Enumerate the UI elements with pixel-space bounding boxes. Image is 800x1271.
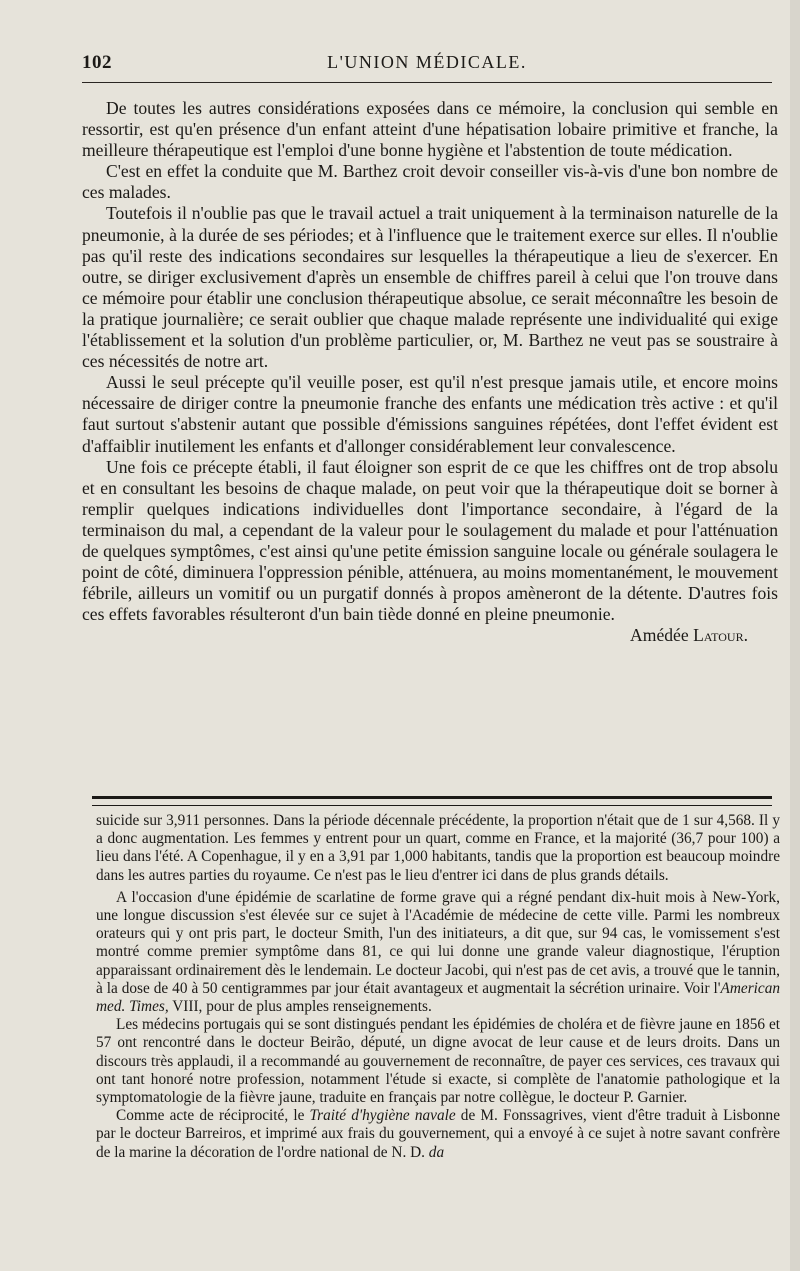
chronicle-paragraph: Les médecins portugais qui se sont distingués pendant les épidémies de choléra et de fièvre jaune en 1856 et 57 ont rencontré dans le docteur Beirão, député, un digne avocat de leur cause et de leurs droits. Dans un discours très applaudi, il a recommandé au gouvernement de reconnaître, de payer ces services, ces travaux qui ont tant honoré notre profession, notamment l'étude si exacte, si complète de l'anatomie pathologique et la symptomatologie de la fièvre jaune, traduite en français par notre collègue, le docteur P. Garnier. xyxy=(96,1016,780,1107)
author-first-name: Amédée xyxy=(630,625,694,646)
chronicle-section xyxy=(96,812,780,1162)
journal-title: American med. Times, xyxy=(96,979,780,1016)
article-paragraph: Aussi le seul précepte qu'il veuille poser, est qu'il n'est presque jamais utile, et encore moins nécessaire de diriger contre la pneumonie franche des enfants une médication très active : et qu'il faut surtout s'abstenir autant que possible d'émissions sanguines répétées, dont l'effet évident est d'affaiblir inutilement les enfants et d'allonger considérablement leur convalescence. xyxy=(82,372,778,456)
article-paragraph: C'est en effet la conduite que M. Barthez croit devoir conseiller vis-à-vis d'une bon nombre de ces malades. xyxy=(82,161,778,203)
chronicle-text: A l'occasion d'une épidémie de scarlatine de forme grave qui a régné pendant dix-huit mois à New-York, une longue discussion s'est élevée sur ce sujet à l'Académie de médecine de cette ville. Parmi les nombreux orateurs qui y ont pris part, le docteur Smith, l'un des initiateurs, a dit que, sur 94 cas, le vomissement s'est montré comme premier symptôme dans 81, ce qui lui donne une grande valeur diagnostique, l'éruption apparaissant ordinairement dès le lendemain. Le docteur Jacobi, qui n'est pas de cet avis, a trouvé que le tannin, à la dose de 40 à 50 centigrammes par jour était avantageux et augmentait la sécrétion urinaire. Voir l' xyxy=(96,888,780,997)
chronicle-text: de M. Fonssagrives, vient d'être traduit à Lisbonne par le docteur Barreiros, et imprimé aux frais du gouvernement, qui a envoyé à ce sujet à notre savant confrère de la marine la décoration de l'ordre national de N. D. xyxy=(96,1107,780,1161)
chronicle-paragraph xyxy=(96,889,780,1016)
chronicle-text: VIII, pour de plus amples renseignements. xyxy=(168,998,432,1016)
author-signature xyxy=(82,625,778,646)
chronicle-paragraph: suicide sur 3,911 personnes. Dans la période décennale précédente, la proportion n'était que de 1 sur 4,568. Il y a donc augmentation. Les femmes y entrent pour un quart, comme en France, et la majorité (36,7 pour 100) a lieu dans l'été. A Copenhague, il y en a 3,91 par 1,000 habitants, tandis que la proportion est beaucoup moindre dans les autres parties du royaume. Ce n'est pas le lieu d'entrer ici dans de plus grands détails. xyxy=(96,812,780,884)
chronicle-text: Comme acte de réciprocité, le xyxy=(116,1107,310,1125)
page-number: 102 xyxy=(82,52,112,73)
page-header xyxy=(82,52,772,76)
running-head: L'UNION MÉDICALE. xyxy=(327,52,527,72)
article-paragraph: De toutes les autres considérations exposées dans ce mémoire, la conclusion qui semble en ressortir, est qu'en présence d'un enfant atteint d'une hépatisation lobaire primitive et franche, la meilleure thérapeutique est l'emploi d'une bonne hygiène et l'abstention de toute médication. xyxy=(82,98,778,161)
article-paragraph: Toutefois il n'oublie pas que le travail actuel a trait uniquement à la terminaison naturelle de la pneumonie, à la durée de ses périodes; et à l'influence que le traitement exerce sur elles. Il n'oublie pas qu'il reste des indications secondaires sur lesquelles la thérapeutique a lieu de s'exercer. En outre, se diriger exclusivement d'après un ensemble de chiffres pareil à celui que l'on trouve dans ce mémoire pour établir une conclusion thérapeutique absolue, ce serait méconnaître les besoin de la pratique journalière; ce serait oublier que chaque malade représente une individualité qui exige l'établissement et la solution d'un problème particulier, or, M. Barthez ne veut pas se soustraire à ces nécessités de notre art. xyxy=(82,203,778,372)
chronicle-tail: da xyxy=(428,1143,445,1161)
article-paragraph: Une fois ce précepte établi, il faut éloigner son esprit de ce que les chiffres ont de trop absolu et en consultant les besoins de chaque malade, on peut voir que la thérapeutique doit se borner à remplir quelques indications individuelles dont l'importance secondaire, à l'égard de la terminaison du mal, a cependant de la valeur pour le soulagement du malade et pour l'atténuation de quelques symptômes, c'est ainsi qu'une petite émission sanguine locale ou générale soulagera le point de côté, diminuera l'oppression pénible, atténuera, au moins momentanément, le mouvement fébrile, ailleurs un vomitif ou un purgatif donnés à propos amèneront de la détente. D'autres fois ces effets favorables résulteront d'un bain tiède donné en pleine pneumonie. xyxy=(82,456,778,625)
header-rule xyxy=(82,82,772,83)
article-body xyxy=(82,98,778,646)
author-surname: Latour. xyxy=(693,625,748,646)
section-divider xyxy=(92,796,772,806)
book-title: Traité d'hygiène navale xyxy=(309,1107,456,1125)
chronicle-paragraph xyxy=(96,1107,780,1162)
